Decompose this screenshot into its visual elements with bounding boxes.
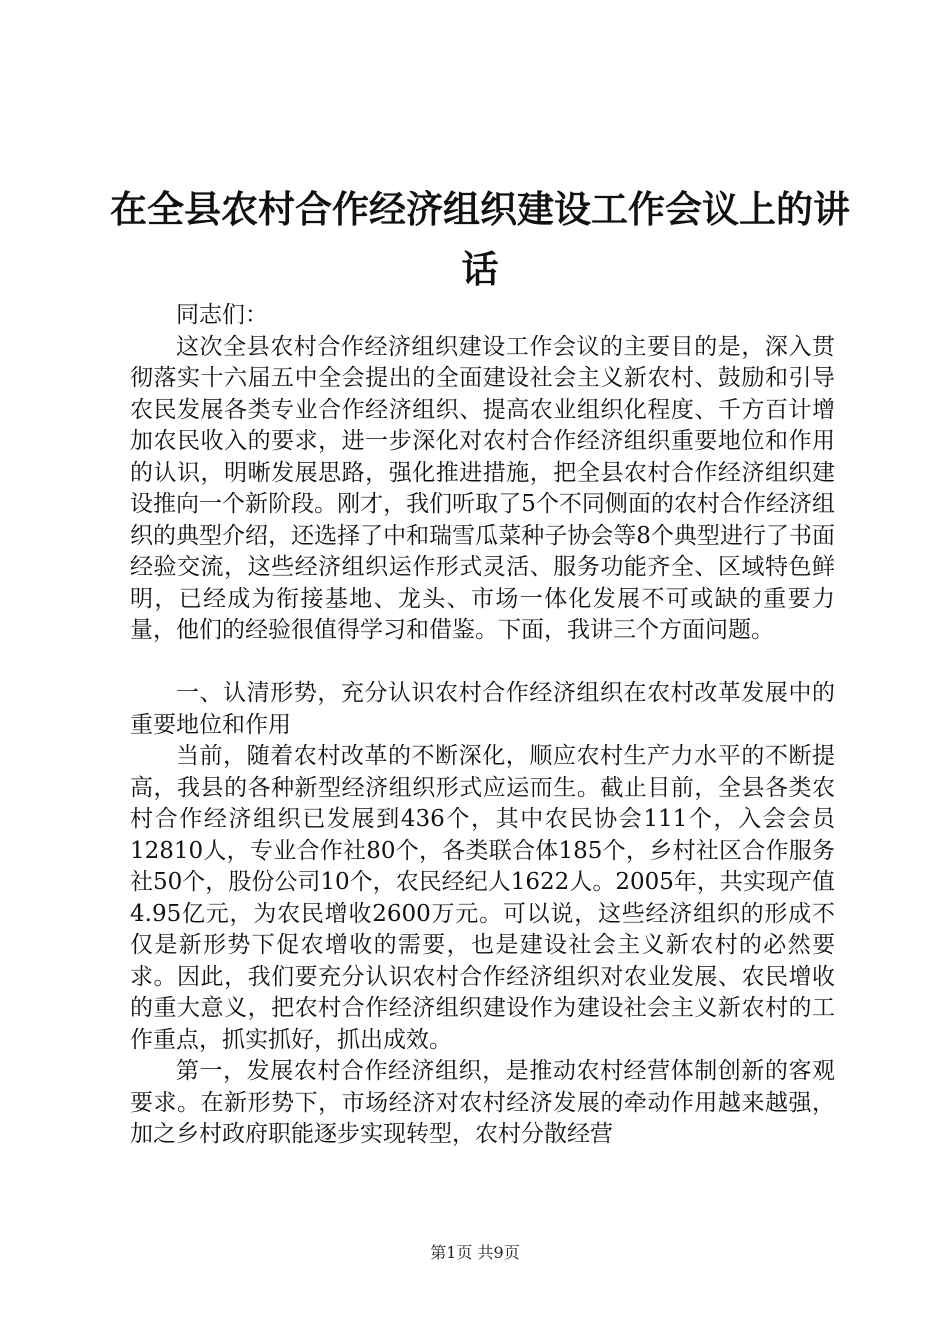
salutation: 同志们： — [176, 302, 268, 328]
document-title-line-1: 在全县农村合作经济组织建设工作会议上的讲 — [110, 188, 850, 231]
paragraph-current-status: 当前，随着农村改革的不断深化，顺应农村生产力水平的不断提高，我县的各种新型经济组织形式应运而生。截止目前，全县各类农村合作经济组织已发展到436个，其中农民协会111个，入会会员12810人，专业合作社80个，各类联合体185个，乡村社区合作服务社50个，股份公司10个，农民经纪人1622人。2005年，共实现产值4.95亿元，为农民增收2600万元。可以说，这些经济组织的形成不仅是新形势下促农增收的需要，也是建设社会主义新农村的必然要求。因此，我们要充分认识农村合作经济组织对农业发展、农民增收的重大意义，把农村合作经济组织建设作为建设社会主义新农村的工作重点，抓实抓好，抓出成效。 — [130, 743, 835, 1053]
document-title-line-2: 话 — [461, 248, 499, 291]
paragraph-first-point: 第一，发展农村合作经济组织，是推动农村经营体制创新的客观要求。在新形势下，市场经济对农村经济发展的牵动作用越来越强，加之乡村政府职能逐步实现转型，农村分散经营 — [130, 1058, 835, 1147]
blank-line — [130, 647, 835, 679]
document-body — [130, 300, 835, 1151]
page-footer: 第1页 共9页 — [430, 1243, 520, 1262]
paragraph-intro: 这次全县农村合作经济组织建设工作会议的主要目的是，深入贯彻落实十六届五中全会提出的全面建设社会主义新农村、鼓励和引导农民发展各类专业合作经济组织、提高农业组织化程度、千方百计增加农民收入的要求，进一步深化对农村合作经济组织重要地位和作用的认识，明晰发展思路，强化推进措施，把全县农村合作经济组织建设推向一个新阶段。刚才，我们听取了5个不同侧面的农村合作经济组织的典型介绍，还选择了中和瑞雪瓜菜种子协会等8个典型进行了书面经验交流，这些经济组织运作形式灵活、服务功能齐全、区域特色鲜明，已经成为衔接基地、龙头、市场一体化发展不可或缺的重要力量，他们的经验很值得学习和借鉴。下面，我讲三个方面问题。 — [130, 333, 835, 643]
section-heading-1: 一、认清形势，充分认识农村合作经济组织在农村改革发展中的重要地位和作用 — [130, 680, 835, 738]
